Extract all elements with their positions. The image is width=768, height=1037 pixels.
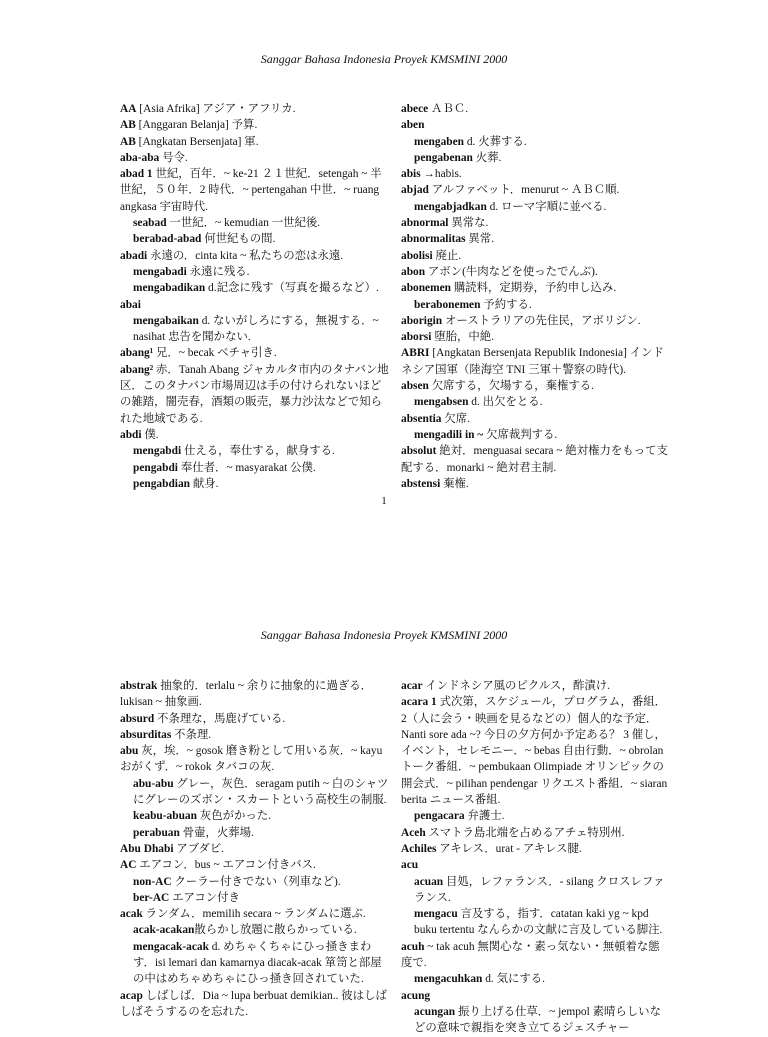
headword: AC — [120, 859, 137, 872]
headword: abu — [120, 745, 139, 758]
dictionary-entry — [120, 857, 390, 873]
sub-entry — [120, 874, 390, 890]
sub-entry — [401, 1004, 671, 1037]
dictionary-entry — [120, 427, 390, 443]
headword: aborigin — [401, 314, 443, 327]
definition: 奉仕者．~ masyarakat 公僕. — [177, 461, 316, 474]
definition: 抽象的．terlalu ~ 余りに抽象的に過ぎる．lukisan ~ 抽象画. — [120, 680, 373, 709]
definition: 堕胎，中絶. — [431, 331, 495, 344]
headword: pengabdi — [133, 461, 178, 474]
headword: abece — [401, 103, 429, 115]
dictionary-entry — [401, 841, 671, 857]
headword: absolut — [401, 445, 437, 458]
headword: aba-aba — [120, 151, 160, 164]
headword: mengabdi — [133, 445, 182, 458]
dictionary-entry — [401, 378, 671, 394]
headword: mengacuhkan — [414, 973, 483, 986]
sub-entry — [401, 199, 671, 215]
dictionary-entry — [120, 743, 390, 776]
dictionary-entry — [401, 215, 671, 231]
sub-entry — [120, 215, 390, 231]
dictionary-entry — [401, 939, 671, 972]
definition: 赤．Tanah Abang ジャカルタ市内のタナバン地区．このタナバン市場周辺は手の付けられないほどの雑踏，闇売春，酒類の販売，暴力沙汰などで知られた地域である. — [120, 363, 389, 425]
headword: abang² — [120, 363, 154, 376]
definition: 絶対．menguasai secara ~ 絶対権力をもって支配する．monarki ~ 絶対君主制. — [401, 445, 668, 474]
sub-entry — [120, 825, 390, 841]
headword: mengabadi — [133, 265, 187, 278]
definition: 火葬. — [472, 151, 502, 164]
dictionary-entry — [401, 857, 671, 873]
definition: アキレス．urat - アキレス腱. — [436, 842, 582, 855]
headword: mengacak-acak — [133, 940, 209, 953]
headword: non-AC — [133, 875, 172, 888]
headword: mengadili in ~ — [414, 428, 484, 441]
sub-entry — [120, 476, 390, 492]
dictionary-entry — [401, 476, 671, 492]
headword: abolisi — [401, 249, 433, 262]
headword: acung — [401, 989, 431, 1002]
headword: abnormal — [401, 217, 449, 230]
sub-entry — [401, 874, 671, 907]
headword: aben — [401, 119, 425, 132]
definition: 不条理な，馬鹿げている. — [154, 712, 286, 725]
definition: 兄．~ becak ベチャ引き. — [153, 347, 277, 360]
headword: mengabaikan — [133, 314, 199, 327]
headword: AB — [120, 119, 136, 132]
definition: d. ないがしろにする，無視する．~ nasihat 忠告を聞かない. — [133, 314, 379, 344]
sub-entry — [401, 297, 671, 313]
headword: abjad — [401, 184, 429, 197]
headword: absurditas — [120, 728, 172, 741]
definition: 購読料，定期券，予約申し込み. — [451, 282, 617, 295]
headword: pengacara — [414, 810, 465, 823]
definition: グレー，灰色．seragam putih ~ 白のシャツにグレーのズボン・スカートという高校生の制服. — [133, 777, 389, 807]
headword: pengabenan — [414, 151, 473, 164]
headword: acak — [120, 908, 143, 921]
dictionary-entry — [401, 182, 671, 198]
sub-entry — [401, 427, 671, 443]
definition: d. 火葬する. — [464, 135, 527, 148]
headword: abnormalitas — [401, 233, 466, 246]
dictionary-entry — [401, 411, 671, 427]
sub-entry — [120, 808, 390, 824]
definition: エアコン付き — [169, 891, 240, 904]
dictionary-entry — [401, 313, 671, 329]
headword: absurd — [120, 712, 155, 725]
dictionary-entry — [120, 117, 390, 133]
definition: ＡＢＣ. — [428, 103, 469, 115]
headword: abon — [401, 265, 426, 278]
sub-entry — [401, 906, 671, 939]
definition: 号令. — [159, 151, 188, 164]
headword: abdi — [120, 428, 142, 441]
headword: Aceh — [401, 826, 426, 839]
dictionary-entry — [401, 166, 671, 182]
right-column — [401, 101, 671, 492]
dictionary-entry — [401, 694, 671, 808]
dictionary-entry — [401, 101, 671, 117]
definition: 振り上げる仕草．~ jempol 素晴らしいなどの意味で親指を突き立てるジェスチャー — [414, 1005, 661, 1035]
definition: 弁護士. — [464, 810, 505, 823]
headword: abis — [401, 168, 421, 181]
definition: 灰色がかった. — [196, 810, 271, 823]
headword: acar — [401, 680, 423, 692]
headword: berabad-abad — [133, 233, 202, 246]
definition: 献身. — [189, 477, 219, 490]
dictionary-entry — [120, 727, 390, 743]
headword: abu-abu — [133, 777, 174, 790]
definition: 一世紀．~ kemudian 一世紀後. — [166, 217, 321, 230]
definition: アブダビ. — [173, 842, 224, 855]
definition: 言及する，指す．catatan kaki yg ~ kpd buku tertentu なんらかの文献に言及している脚注. — [414, 908, 663, 937]
definition: 僕. — [141, 428, 159, 441]
headword: perabuan — [133, 826, 180, 839]
definition: d. めちゃくちゃにひっ掻きまわす．isi lemari dan kamarnya diacak-acak 箪笥と部屋の中はめちゃめちゃにひっ掻き回されていた. — [133, 940, 382, 986]
headword: aborsi — [401, 331, 432, 344]
definition: 仕える，奉仕する，献身する. — [181, 445, 335, 458]
dictionary-entry — [401, 825, 671, 841]
sub-entry — [401, 150, 671, 166]
definition: 骨壷，火葬場. — [179, 826, 254, 839]
definition: 目処，レファランス．- silang クロスレファランス. — [414, 875, 665, 904]
headword: acu — [401, 859, 419, 872]
definition: [Anggaran Belanja] 予算. — [135, 119, 258, 132]
sub-entry — [120, 922, 390, 938]
headword: AA — [120, 103, 137, 115]
headword: ber-AC — [133, 891, 170, 904]
headword: keabu-abuan — [133, 810, 197, 823]
dictionary-entry — [401, 988, 671, 1004]
definition: 不条理. — [171, 728, 212, 741]
headword: acungan — [414, 1005, 456, 1018]
sub-entry — [120, 280, 390, 296]
definition: スマトラ島北端を占めるアチェ特別州. — [425, 826, 625, 839]
definition: 永遠に残る. — [186, 265, 250, 278]
headword: abad 1 — [120, 168, 153, 181]
definition: 欠席裁判する. — [483, 428, 558, 441]
dictionary-page-2 — [0, 560, 768, 1035]
dictionary-entry — [401, 443, 671, 476]
dictionary-entry — [120, 150, 390, 166]
sub-entry — [401, 134, 671, 150]
headword: mengaben — [414, 135, 464, 148]
headword: ABRI — [401, 347, 430, 360]
dictionary-entry — [120, 988, 390, 1021]
definition: アボン(牛肉などを使ったでんぶ). — [425, 265, 598, 278]
dictionary-entry — [120, 101, 390, 117]
headword: absentia — [401, 412, 442, 425]
definition: 灰，埃．~ gosok 磨き粉として用いる灰．~ kayu おがくず．~ rokok タバコの灰. — [120, 745, 383, 774]
definition: [Angkatan Bersenjata] 軍. — [135, 135, 259, 148]
definition: オーストラリアの先住民，アボリジン. — [442, 314, 641, 327]
definition: ランダム．memilih secara ~ ランダムに選ぶ. — [142, 908, 366, 921]
headword: mengacu — [414, 908, 458, 921]
right-column — [401, 678, 671, 1037]
dictionary-entry — [401, 329, 671, 345]
headword: mengabadikan — [133, 282, 206, 295]
definition: 異常な. — [448, 217, 489, 230]
definition: 予約する. — [480, 298, 532, 311]
definition: 式次第，スケジュール，プログラム，番組．2（人に会う・映画を見るなどの）個人的な予定．Nanti sore ada ~? 今日の夕方何か予定ある？ 3 催し，イベント，セレモニー．~ bebas 自由行動．~ obrolan トーク番組．~ pembukaan Olimpiade オリンピックの開会式．~ pilihan pendengar リクエスト番組．~ siaran berita ニュース番組. — [401, 696, 668, 807]
page-number: 1 — [381, 495, 387, 507]
dictionary-entry — [120, 711, 390, 727]
definition: エアコン．bus ~ エアコン付きバス. — [136, 859, 316, 872]
definition: 異常. — [465, 233, 495, 246]
definition: 散らかし放題に散らかっている. — [194, 924, 357, 937]
dictionary-entry — [120, 297, 390, 313]
dictionary-entry — [401, 280, 671, 296]
sub-entry — [401, 808, 671, 824]
dictionary-entry — [401, 248, 671, 264]
sub-entry — [120, 264, 390, 280]
headword: berabonemen — [414, 298, 481, 311]
definition: →habis. — [420, 168, 462, 181]
dictionary-entry — [120, 166, 390, 215]
sub-entry — [120, 313, 390, 346]
definition: d. 出欠をとる. — [468, 396, 543, 409]
dictionary-entry — [120, 345, 390, 361]
definition: d.記念に残す（写真を撮るなど）. — [205, 282, 379, 295]
dictionary-entry — [401, 678, 671, 694]
sub-entry — [120, 776, 390, 809]
headword: absen — [401, 380, 429, 393]
headword: abstensi — [401, 477, 441, 490]
headword: Abu Dhabi — [120, 842, 174, 855]
dictionary-entry — [401, 264, 671, 280]
headword: abonemen — [401, 282, 451, 295]
definition: アルファベット．menurut ~ ＡＢＣ順. — [428, 184, 620, 197]
left-column — [120, 678, 390, 1020]
dictionary-entry — [120, 362, 390, 427]
headword: Achiles — [401, 842, 437, 855]
definition: しばしば．Dia ~ lupa berbuat demikian.. 彼はしばしばそうするのを忘れた. — [120, 989, 387, 1018]
headword: abai — [120, 298, 141, 311]
page-header: Sanggar Bahasa Indonesia Proyek KMSMINI 2000 — [260, 52, 508, 66]
sub-entry — [401, 971, 671, 987]
definition: 廃止. — [432, 249, 462, 262]
sub-entry — [401, 394, 671, 410]
headword: abang¹ — [120, 347, 154, 360]
definition: 欠席する，欠場する，棄権する. — [428, 380, 595, 393]
dictionary-entry — [401, 231, 671, 247]
definition: d. ローマ字順に並べる. — [486, 200, 607, 213]
definition: 世紀，百年．~ ke-21 ２１世紀．setengah ~ 半世紀，５０年．2 時代．~ pertengahan 中世．~ ruang angkasa 宇宙時代. — [120, 168, 382, 213]
dictionary-entry — [120, 906, 390, 922]
definition: 棄権. — [440, 477, 469, 490]
headword: seabad — [133, 217, 167, 230]
definition: インドネシア風のピクルス，酢漬け. — [422, 680, 611, 692]
definition: [Angkatan Bersenjata Republik Indonesia] インドネシア国軍（陸海空 TNI 三軍＋警察の時代). — [401, 347, 664, 376]
headword: mengabjadkan — [414, 200, 487, 213]
definition: 永遠の．cinta kita ~ 私たちの恋は永遠. — [147, 249, 344, 262]
sub-entry — [120, 231, 390, 247]
headword: acara 1 — [401, 696, 437, 709]
headword: acap — [120, 989, 143, 1002]
sub-entry — [120, 460, 390, 476]
headword: acak-acakan — [133, 924, 195, 937]
sub-entry — [120, 443, 390, 459]
sub-entry — [120, 939, 390, 988]
headword: acuh — [401, 940, 425, 953]
headword: AB — [120, 135, 136, 148]
headword: pengabdian — [133, 477, 190, 490]
headword: acuan — [414, 875, 444, 888]
sub-entry — [120, 890, 390, 906]
definition: 欠席. — [441, 412, 470, 425]
definition: d. 気にする. — [482, 973, 546, 986]
dictionary-entry — [401, 345, 671, 378]
headword: abstrak — [120, 680, 158, 692]
definition: 何世紀もの間. — [201, 233, 276, 246]
dictionary-entry — [120, 841, 390, 857]
definition: クーラー付きでない（列車など). — [171, 875, 341, 888]
dictionary-entry — [120, 134, 390, 150]
left-column — [120, 101, 390, 492]
headword: mengabsen — [414, 396, 469, 409]
dictionary-entry — [120, 678, 390, 711]
definition: [Asia Afrika] アジア・アフリカ. — [136, 103, 296, 115]
dictionary-entry — [401, 117, 671, 133]
definition: ~ tak acuh 無関心な・素っ気ない・無頓着な態度で. — [401, 940, 660, 970]
dictionary-entry — [120, 248, 390, 264]
headword: abadi — [120, 249, 148, 262]
page-header: Sanggar Bahasa Indonesia Proyek KMSMINI 2000 — [260, 628, 508, 642]
